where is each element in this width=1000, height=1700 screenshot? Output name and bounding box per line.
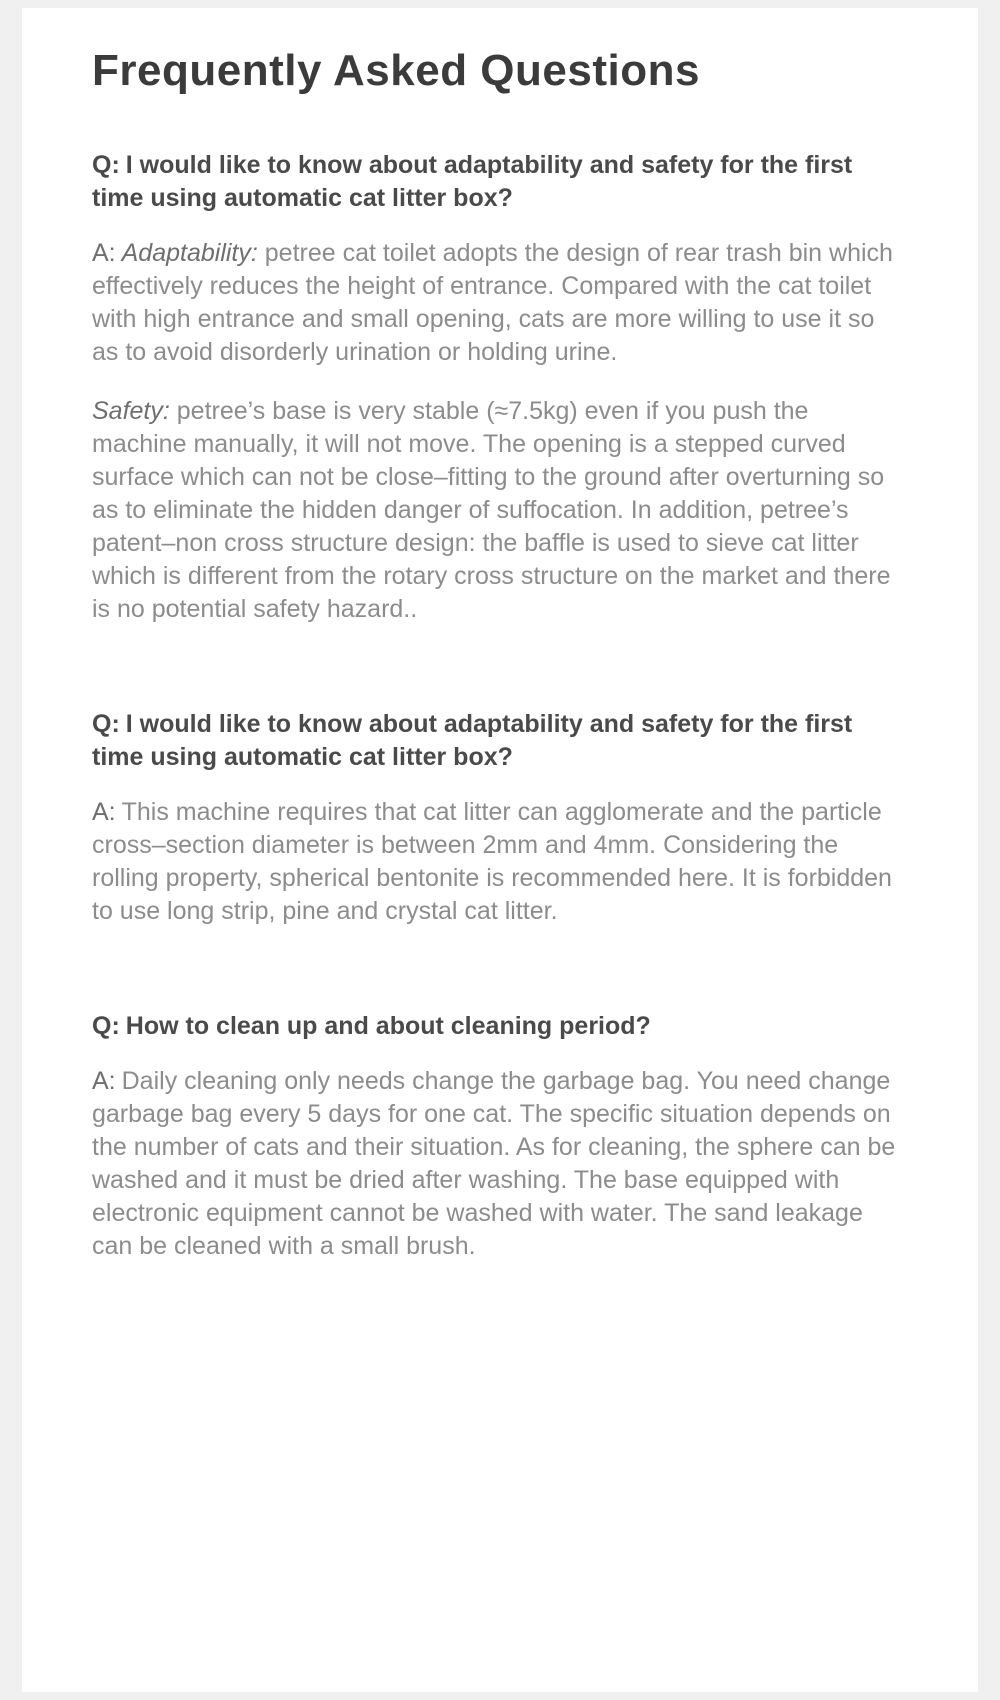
question-label: Q: (92, 150, 120, 179)
faq-answer-1b (92, 395, 902, 626)
answer-text: petree’s base is very stable (≈7.5kg) even if you push the machine manually, it will not move. The opening is a stepped curved surface which can not be close–fitting to the ground after overturning so as to eliminate the hidden danger of suffocation. In addition, petree’s patent–non cross structure design: the baffle is used to sieve cat litter which is different from the rotary cross structure on the market and there is no potential safety hazard.. (92, 396, 891, 623)
section-divider (70, 954, 930, 1010)
question-label: Q: (92, 709, 120, 738)
answer-lead: Safety: (92, 396, 170, 425)
question-text: How to clean up and about cleaning period? (125, 1011, 651, 1040)
faq-item-2 (92, 708, 930, 928)
faq-answer-3 (92, 1065, 902, 1263)
section-divider (70, 652, 930, 708)
faq-answer-2 (92, 796, 902, 928)
answer-label: A: (92, 238, 116, 267)
faq-page (22, 8, 978, 1692)
question-text: I would like to know about adaptability and safety for the first time using automatic cat litter box? (92, 150, 853, 212)
answer-text: Daily cleaning only needs change the garbage bag. You need change garbage bag every 5 days for one cat. The specific situation depends on the number of cats and their situation. As for cleaning, the sphere can be washed and it must be dried after washing. The base equipped with electronic equipment cannot be washed with water. The sand leakage can be cleaned with a small brush. (92, 1066, 896, 1260)
answer-lead: Adaptability: (121, 238, 258, 267)
answer-label: A: (92, 797, 116, 826)
faq-answer-1a (92, 237, 902, 369)
question-text: I would like to know about adaptability and safety for the first time using automatic cat litter box? (92, 709, 853, 771)
faq-question-3 (92, 1010, 892, 1043)
faq-question-1 (92, 149, 892, 215)
bottom-spacer (70, 1289, 930, 1349)
answer-text: This machine requires that cat litter can agglomerate and the particle cross–section diameter is between 2mm and 4mm. Considering the rolling property, spherical bentonite is recommended here. It is forbidden to use long strip, pine and crystal cat litter. (92, 797, 892, 925)
faq-item-3 (92, 1010, 930, 1263)
faq-item-1 (92, 149, 930, 626)
faq-content (22, 8, 978, 1349)
page-title: Frequently Asked Questions (92, 46, 700, 95)
question-label: Q: (92, 1011, 120, 1040)
faq-question-2 (92, 708, 892, 774)
answer-text: petree cat toilet adopts the design of rear trash bin which effectively reduces the height of entrance. Compared with the cat toilet with high entrance and small opening, cats are more willing to use it so as to avoid disorderly urination or holding urine. (92, 238, 893, 366)
answer-label: A: (92, 1066, 116, 1095)
